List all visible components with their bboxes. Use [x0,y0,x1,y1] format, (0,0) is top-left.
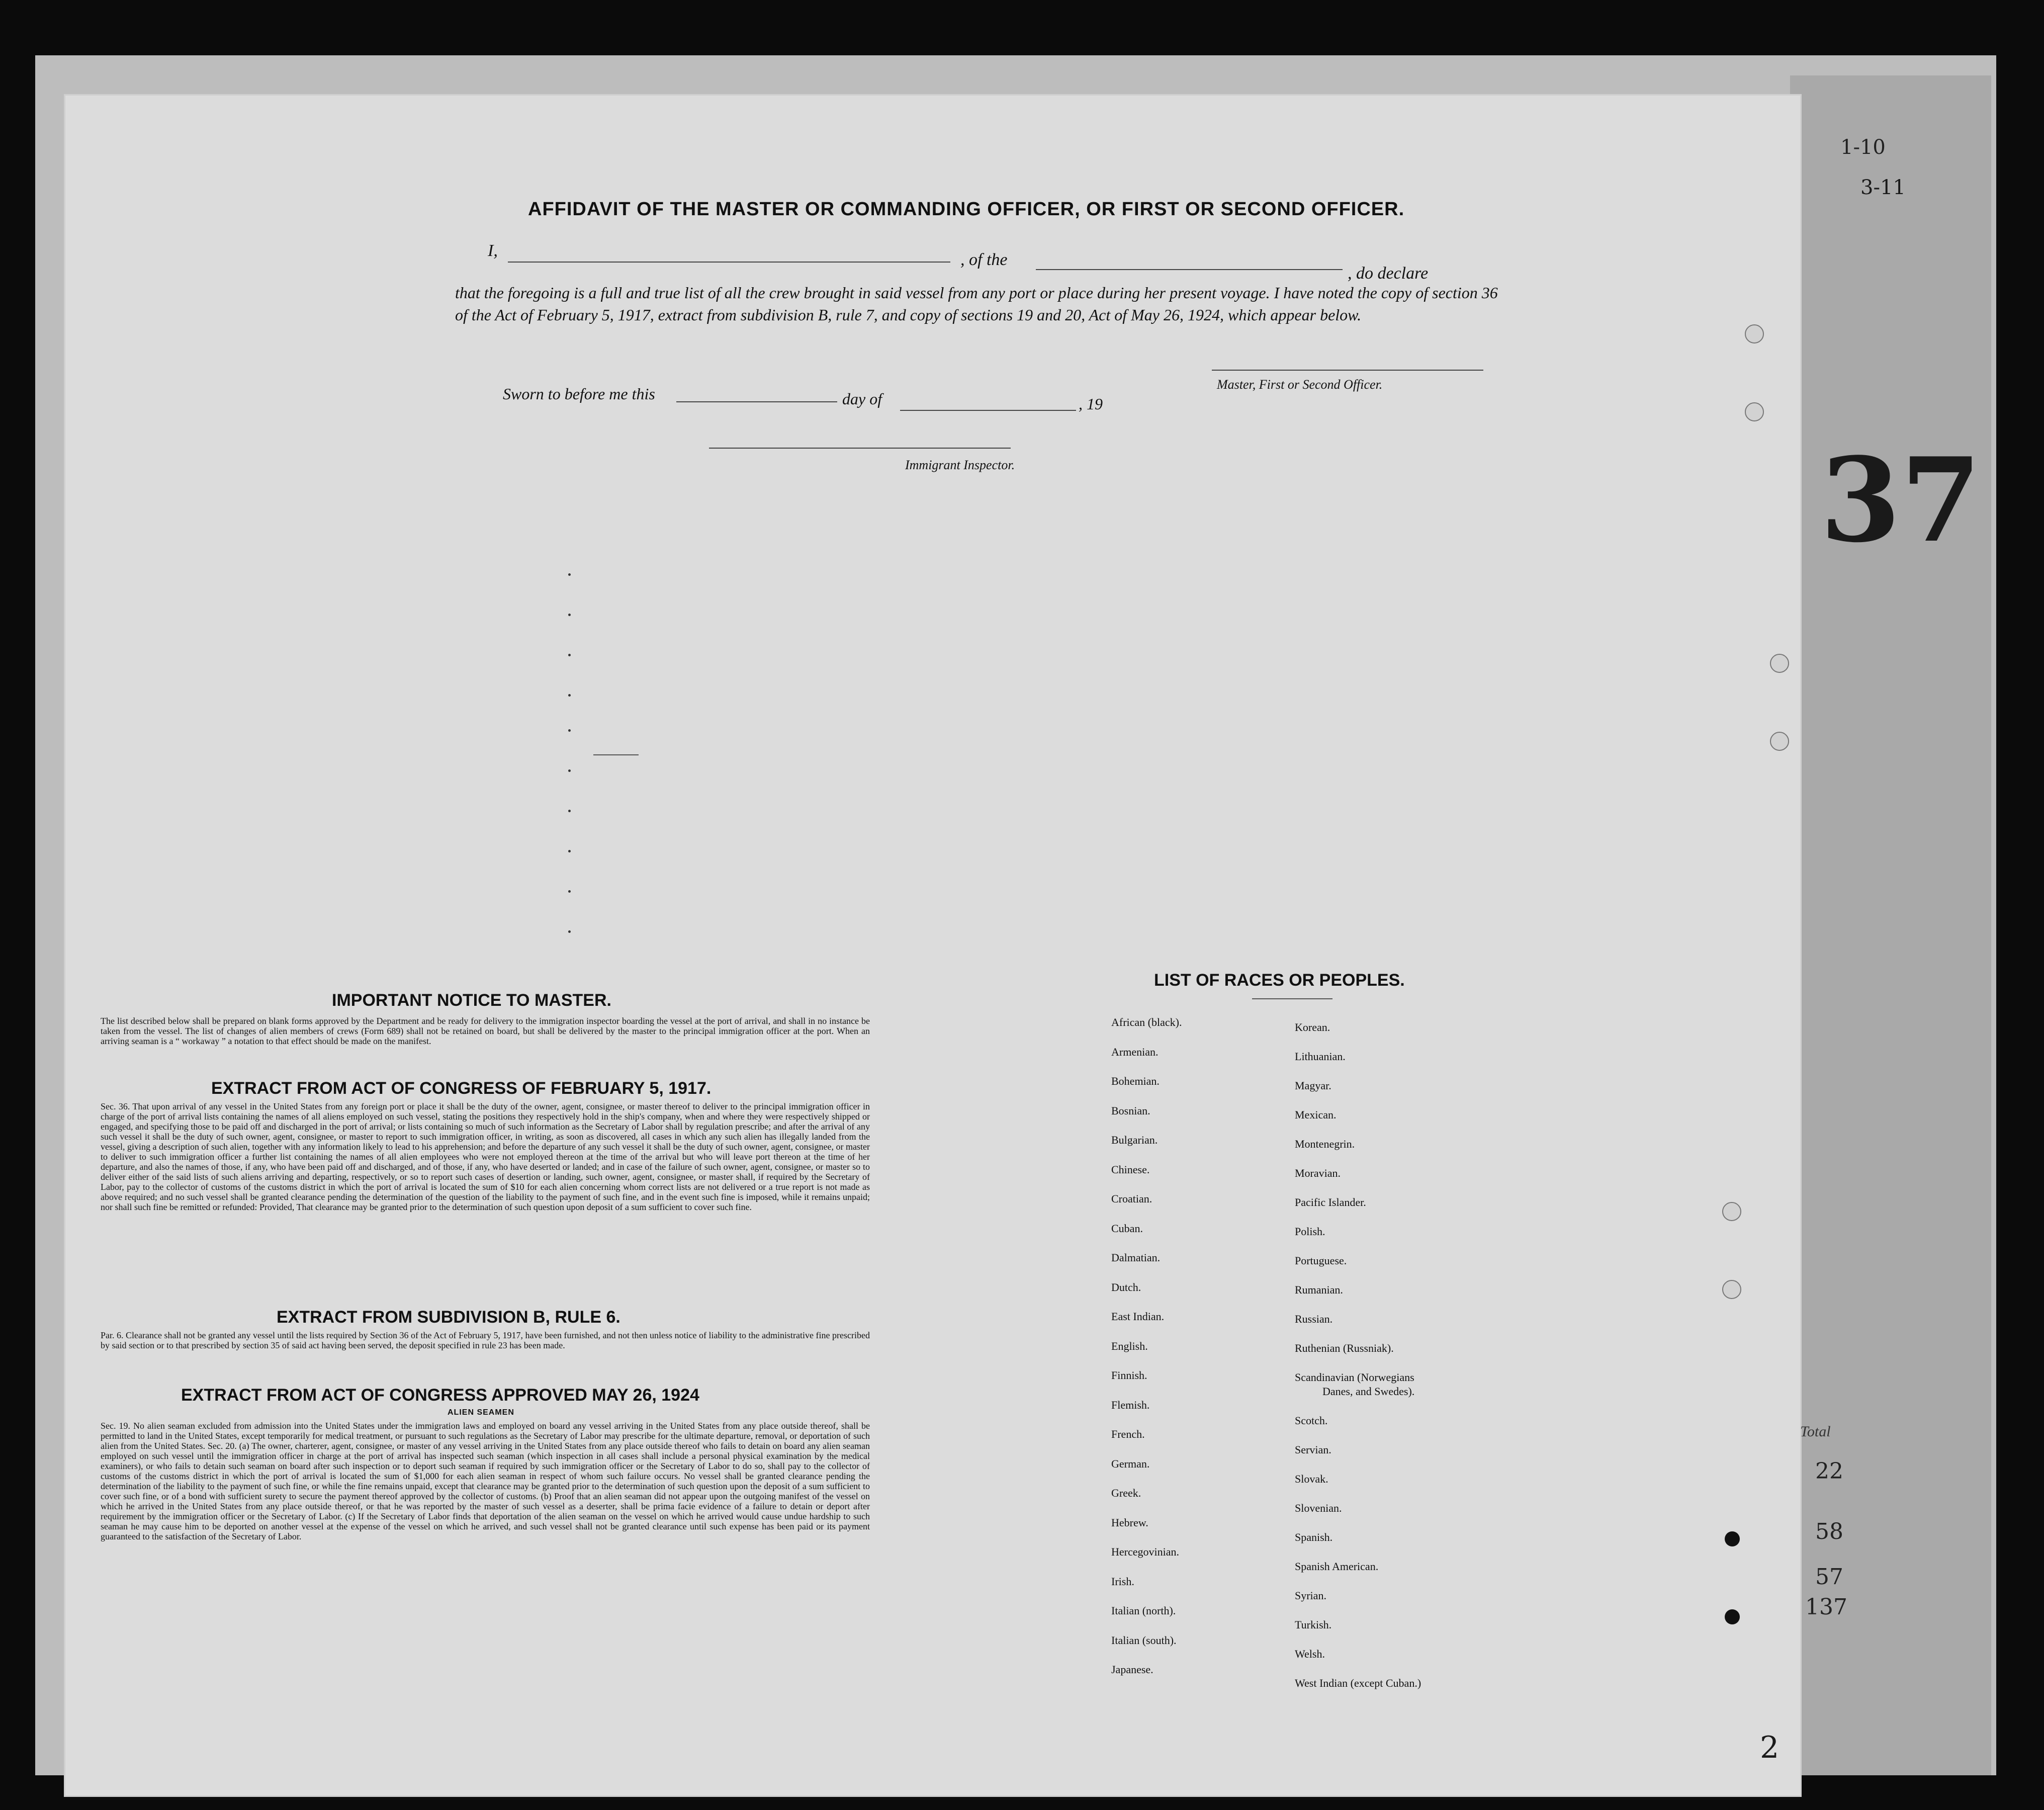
bleed-dot [568,614,571,616]
race-item: Dalmatian. [1111,1251,1161,1264]
punch-hole-dark [1725,1531,1740,1546]
extract-rule6-title: EXTRACT FROM SUBDIVISION B, RULE 6. [277,1308,620,1327]
page-title: AFFIDAVIT OF THE MASTER OR COMMANDING OFFICER, OR FIRST OR SECOND OFFICER. [528,199,1405,220]
race-item: Spanish American. [1295,1560,1379,1573]
punch-hole [1722,1202,1741,1221]
race-item: Korean. [1295,1021,1330,1033]
extract-1917-title: EXTRACT FROM ACT OF CONGRESS OF FEBRUARY 5, 1917. [211,1079,712,1098]
race-item: Spanish. [1295,1531,1333,1543]
race-item: Magyar. [1295,1079,1331,1092]
master-signature-label: Master, First or Second Officer. [1217,377,1383,392]
race-item: Portuguese. [1295,1254,1347,1267]
race-item: Polish. [1295,1225,1325,1238]
race-item: African (black). [1111,1016,1182,1028]
punch-hole [1722,1280,1741,1299]
race-item: Rumanian. [1295,1283,1343,1296]
race-item: Welsh. [1295,1648,1325,1660]
inspector-signature-label: Immigrant Inspector. [905,458,1015,472]
bleed-dot [568,573,571,576]
race-item: East Indian. [1111,1310,1165,1323]
bleed-dot [568,850,571,852]
bleed-dot [568,930,571,933]
race-item: Mexican. [1295,1108,1337,1121]
notice-body: The list described below shall be prepared on blank forms approved by the Department and be ready for delivery to the immigration inspector boarding the vessel at the port of arrival, and shall in no instance be taken from the vessel. The list of changes of alien members of crews (Form 689) shall not be retained on board, but shall be delivered by the master to the principal immigration officer at the port. When an arriving seaman is a “ workaway ” a notation to that effect should be made on the manifest. [101,1016,870,1046]
race-item: Italian (south). [1111,1633,1177,1647]
race-item: Japanese. [1111,1663,1153,1676]
races-title-rule [1252,998,1332,999]
bleed-dot [568,654,571,656]
affidavit-do-declare: , do declare [1348,264,1429,283]
bleed-dot [568,769,571,772]
race-item: French. [1111,1428,1145,1440]
notice-title: IMPORTANT NOTICE TO MASTER. [332,991,611,1010]
punch-hole [1770,654,1789,673]
affidavit-of-the: , of the [960,250,1008,269]
extract-rule6-body: Par. 6. Clearance shall not be granted any vessel until the lists required by Section 36 of the Act of February 5, 1917, have been furnished, and not then unless notice of liability to the administrative fine prescribed by said section or to that prescribed by section 35 of said act having been served, the deposit specified in rule 23 has been made. [101,1330,870,1350]
race-item: Slovak. [1295,1473,1328,1485]
sworn-text: Sworn to before me this [503,385,655,403]
bleed-dot [568,694,571,697]
race-item: Russian. [1295,1313,1333,1325]
total-value: 22 [1815,1458,1843,1484]
races-title: LIST OF RACES OR PEOPLES. [1154,971,1405,990]
extract-1924-subtitle: ALIEN SEAMEN [448,1408,514,1417]
affidavit-body: that the foregoing is a full and true list of all the crew brought in said vessel from any port or place during her present voyage. I have noted the copy of section 36 of the Act of February 5, 1917, extract from subdivision B, rule 7, and copy of sections 19 and 20, Act of May 26, 1924, which appear below. [455,284,1498,324]
bottom-margin-mark: 2 [1760,1730,1780,1765]
race-item: English. [1111,1339,1148,1352]
race-item: Scandinavian (Norwegians [1295,1371,1414,1384]
race-item: Lithuanian. [1295,1050,1346,1063]
bleed-dot [568,729,571,732]
race-item: Moravian. [1295,1167,1341,1179]
day-of-text: day of [842,390,882,408]
race-item: German. [1111,1457,1150,1470]
sworn-day-line [676,401,837,402]
race-item: Syrian. [1295,1589,1326,1602]
total-value: 57 [1815,1564,1843,1590]
race-item: Turkish. [1295,1618,1332,1631]
month-line [900,410,1076,411]
race-item: Italian (north). [1111,1604,1176,1617]
bleed-dot [568,810,571,812]
inspector-signature-line [709,448,1011,449]
race-item: Irish. [1111,1575,1134,1588]
race-item: Finnish. [1111,1369,1147,1382]
race-item: Chinese. [1111,1163,1150,1176]
race-item: Servian. [1295,1443,1331,1456]
margin-note-2: 3-11 [1860,176,1906,199]
margin-note-1: 1-10 [1840,136,1886,159]
punch-hole-dark [1725,1609,1740,1624]
totals-label: Total [1800,1423,1831,1440]
total-value: 58 [1815,1519,1843,1544]
extract-1924-title: EXTRACT FROM ACT OF CONGRESS APPROVED MAY 26, 1924 [181,1386,699,1405]
race-item: Hercegovinian. [1111,1545,1179,1558]
year-text: , 19 [1079,395,1103,413]
race-item: Flemish. [1111,1398,1150,1411]
race-item: Pacific Islander. [1295,1196,1366,1209]
margin-big-number: 37 [1820,433,1982,568]
punch-hole [1745,324,1764,343]
affidavit-page [65,96,1800,1795]
race-item: Montenegrin. [1295,1138,1355,1150]
extract-1917-body: Sec. 36. That upon arrival of any vessel in the United States from any foreign port or place it shall be the duty of the owner, agent, consignee, or master thereof to deliver to the principal immigration officer in charge of the port of arrival lists containing the names of all aliens employed on such vessel, stating the positions they respectively hold in the ship's company, when and where they were respectively shipped or engaged, and specifying those to be paid off and discharged in the port of arrival; or lists containing so much of such information as the Secretary of Labor shall by regulation prescribe; and after the arrival of any such vessel it shall be the duty of such owner, agent, consignee, or master to report to such immigration officer, in writing, as soon as discovered, all cases in which any such alien has illegally landed from the vessel, giving a description of such alien, together with any information likely to lead to his apprehension; and before the departure of any such vessel it shall be the duty of such owner, agent, consignee, or master to deliver to such immigration officer a further list containing the names of all alien employees who were not employed thereon at the time of the arrival but who will leave port thereon at the time of her departure, and also the names of those, if any, who have been paid off and discharged, and of those, if any, who have deserted or landed; and in case of the failure of such owner, agent, consignee, or master so to deliver either of the said lists of such aliens arriving and departing, respectively, or so to report such cases of desertion or landing, such owner, agent, consignee, or master shall, if required by the Secretary of Labor, pay to the collector of customs of the customs district in which the port of arrival is located the sum of $10 for each alien concerning whom correct lists are not delivered or a true report is not made as above required; and no such vessel shall be granted clearance pending the determination of the question of the liability to the payment of such fine, and in the event such fine is imposed, while it remains unpaid; nor shall such fine be remitted or refunded: Provided, That clearance may be granted prior to the determination of such question upon deposit of a sum sufficient to cover such fine. [101,1101,870,1212]
race-item: Hebrew. [1111,1516,1148,1529]
race-item: Bohemian. [1111,1075,1160,1087]
extract-1924-body: Sec. 19. No alien seaman excluded from admission into the United States under the immigration laws and employed on board any vessel arriving in the United States from any place outside thereof, shall be permitted to land in the United States, except temporarily for medical treatment, or pursuant to such regulations as the Secretary of Labor may prescribe for the ultimate departure, removal, or deportation of such alien from the United States. Sec. 20. (a) The owner, charterer, agent, consignee, or master of any vessel arriving in the United States from any place outside thereof who fails to detain on board any alien seaman employed on such vessel until the immigration officer in charge at the port of arrival has inspected such seaman (which inspection in all cases shall include a personal physical examination by the medical examiners), or who fails to detain such seaman on board after such inspection or to deport such seaman if required by such immigration officer or the Secretary of Labor to do so, shall pay to the collector of customs of the customs district in which the port of arrival is located the sum of $1,000 for each alien seaman in respect of whom such failure occurs. No vessel shall be granted clearance pending the determination of the liability to the payment of such fine, or while the fine remains unpaid, except that clearance may be granted prior to the determination of such question upon the deposit of a sum sufficient to cover such fine, or of a bond with sufficient surety to secure the payment thereof approved by the collector of customs. (b) Proof that an alien seaman did not appear upon the outgoing manifest of the vessel on which he arrived in the United States from any place outside thereof, or that he was reported by the master of such vessel as a deserter, shall be prima facie evidence of a failure to detain or deport after requirement by the immigration officer or the Secretary of Labor. (c) If the Secretary of Labor finds that deportation of the alien seaman on the vessel on which he arrived would cause undue hardship to such seaman he may cause him to be deported on another vessel at the expense of the vessel on which he arrived, and such vessel shall not be granted clearance until such expense has been paid or its payment guaranteed to the satisfaction of the Secretary of Labor. [101,1421,870,1541]
race-item: West Indian (except Cuban.) [1295,1677,1421,1689]
punch-hole [1745,402,1764,421]
race-item: Ruthenian (Russniak). [1295,1342,1394,1354]
race-item: Croatian. [1111,1192,1152,1205]
total-value: 137 [1805,1594,1847,1620]
race-item: Scotch. [1295,1414,1328,1427]
affidavit-i: I, [488,241,498,260]
race-item: Slovenian. [1295,1502,1342,1514]
master-signature-line [1212,370,1483,371]
bleed-dash [593,754,639,755]
race-item: Greek. [1111,1487,1141,1499]
race-item: Dutch. [1111,1280,1141,1294]
name-blank-line [508,262,950,263]
race-item: Bosnian. [1111,1104,1150,1117]
vessel-blank-line [1036,269,1343,270]
race-item: Cuban. [1111,1222,1143,1235]
bleed-dot [568,890,571,893]
race-item: Bulgarian. [1111,1134,1158,1146]
race-item: Armenian. [1111,1045,1159,1058]
race-item: Danes, and Swedes). [1322,1385,1415,1398]
punch-hole [1770,732,1789,751]
